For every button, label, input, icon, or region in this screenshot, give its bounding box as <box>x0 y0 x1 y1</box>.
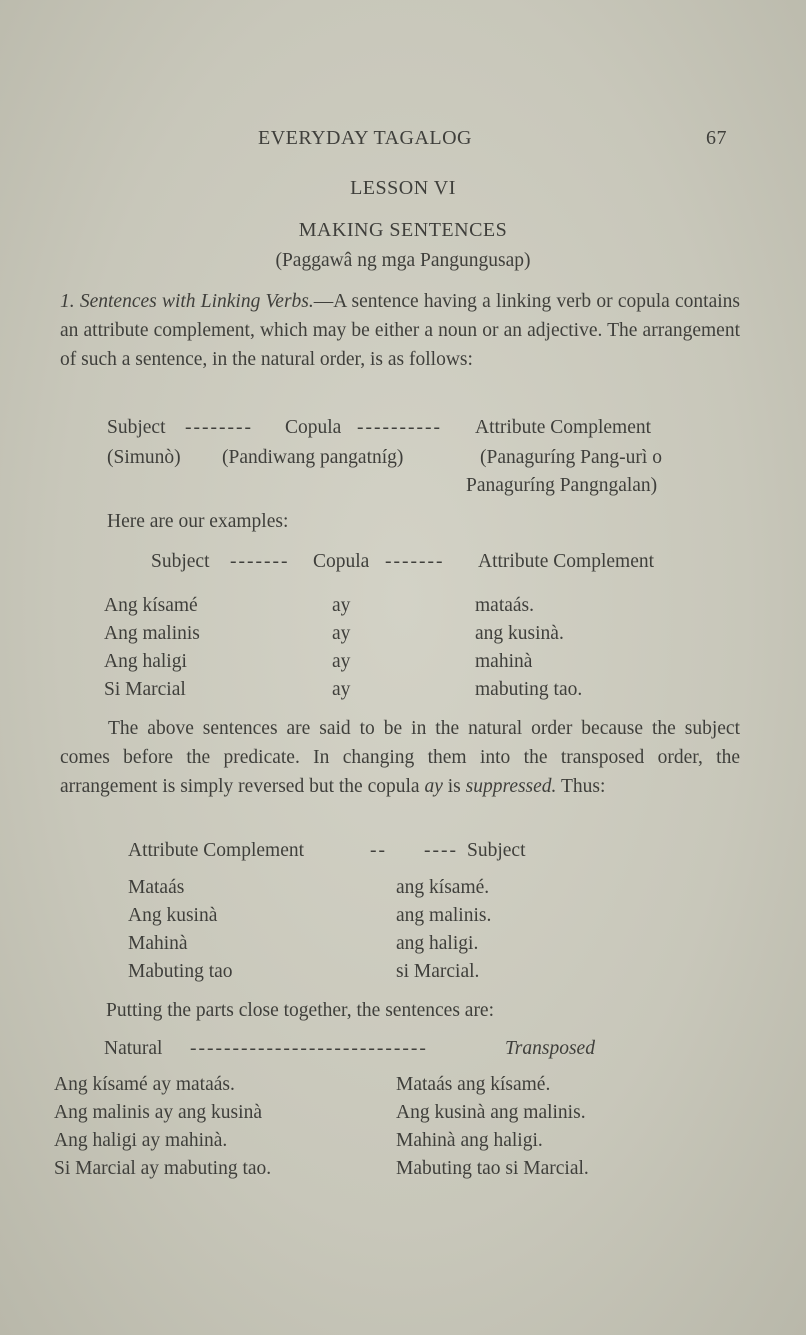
lesson-title: MAKING SENTENCES <box>298 219 508 241</box>
pattern-subject: Subject <box>107 417 166 438</box>
comparison-natural: Ang malinis ay ang kusinà <box>54 1102 262 1123</box>
transposed-subject: si Marcial. <box>396 961 480 982</box>
paragraph-text-middle: is <box>442 776 466 797</box>
transposed-attribute: Ang kusinà <box>128 905 218 926</box>
examples-header-subject: Subject <box>151 551 210 572</box>
natural-order-paragraph <box>60 714 740 801</box>
running-title: EVERYDAY TAGALOG <box>258 127 472 149</box>
pattern-leader-1: -------- <box>185 417 253 438</box>
transposed-subject: ang haligi. <box>396 933 479 954</box>
comparison-header-transposed: Transposed <box>505 1038 595 1059</box>
comparison-natural: Ang kísamé ay mataás. <box>54 1074 235 1095</box>
lesson-number: LESSON VI <box>350 177 456 199</box>
transposed-attribute: Mahinà <box>128 933 188 954</box>
example-subject: Ang haligi <box>104 651 187 672</box>
comparison-natural: Ang haligi ay mahinà. <box>54 1130 228 1151</box>
pattern-leader-2: ---------- <box>357 417 442 438</box>
examples-leader-1: ------- <box>230 551 290 572</box>
pattern-attribute-tagalog-2: Panaguríng Pangngalan) <box>466 475 658 496</box>
transposed-subject: ang kísamé. <box>396 877 490 898</box>
example-attribute: mabuting tao. <box>475 679 583 700</box>
pattern-copula: Copula <box>285 417 342 438</box>
transposed-leader-2: ---- <box>424 840 458 861</box>
transposed-leader-1: -- <box>370 840 387 861</box>
suppressed-word: suppressed. <box>465 776 557 797</box>
paragraph-text-before: The above sentences are said to be in the natural order because the subject comes before the predicate. In changing them into the transposed order, the arrangement is simply reversed but the copula <box>60 718 740 797</box>
lesson-subtitle: (Paggawâ ng mga Pangungusap) <box>275 250 531 271</box>
example-subject: Ang kísamé <box>104 595 198 616</box>
paragraph-text-after: Thus: <box>556 776 606 797</box>
examples-leader-2: ------- <box>385 551 445 572</box>
transposed-attribute: Mabuting tao <box>128 961 233 982</box>
comparison-header-natural: Natural <box>104 1038 163 1059</box>
pattern-copula-tagalog: (Pandiwang pangatníg) <box>222 447 404 468</box>
pattern-attribute: Attribute Complement <box>475 417 652 438</box>
comparison-transposed: Mabuting tao si Marcial. <box>396 1158 589 1179</box>
example-subject: Ang malinis <box>104 623 200 644</box>
comparison-transposed: Mahinà ang haligi. <box>396 1130 543 1151</box>
comparison-natural: Si Marcial ay mabuting tao. <box>54 1158 272 1179</box>
pattern-attribute-tagalog-1: (Panaguríng Pang-urì o <box>480 447 662 468</box>
example-attribute: mahinà <box>475 651 533 672</box>
page-number: 67 <box>706 127 727 149</box>
pattern-subject-tagalog: (Simunò) <box>107 447 181 468</box>
comparison-transposed: Mataás ang kísamé. <box>396 1074 551 1095</box>
transposed-subject: ang malinis. <box>396 905 492 926</box>
examples-intro: Here are our examples: <box>107 511 289 532</box>
copula-word: ay <box>424 776 443 797</box>
example-copula: ay <box>332 623 351 644</box>
putting-together-text: Putting the parts close together, the sentences are: <box>106 1000 495 1021</box>
example-copula: ay <box>332 595 351 616</box>
section-1-heading: 1. Sentences with Linking Verbs. <box>60 291 314 312</box>
transposed-header-subject: Subject <box>467 840 526 861</box>
transposed-attribute: Mataás <box>128 877 185 898</box>
example-copula: ay <box>332 651 351 672</box>
example-copula: ay <box>332 679 351 700</box>
examples-header-copula: Copula <box>313 551 370 572</box>
example-attribute: mataás. <box>475 595 535 616</box>
comparison-transposed: Ang kusinà ang malinis. <box>396 1102 586 1123</box>
examples-header-attribute: Attribute Complement <box>478 551 655 572</box>
example-attribute: ang kusinà. <box>475 623 564 644</box>
section-1-body: —A sentence having a linking verb or copula contains an attribute complement, which may be either a noun or an adjective. The arrangement of such a sentence, in the natural order, is as follows: <box>60 291 741 370</box>
comparison-leader: ---------------------------- <box>190 1038 428 1059</box>
section-1-paragraph <box>60 287 740 374</box>
example-subject: Si Marcial <box>104 679 186 700</box>
transposed-header-attribute: Attribute Complement <box>128 840 305 861</box>
